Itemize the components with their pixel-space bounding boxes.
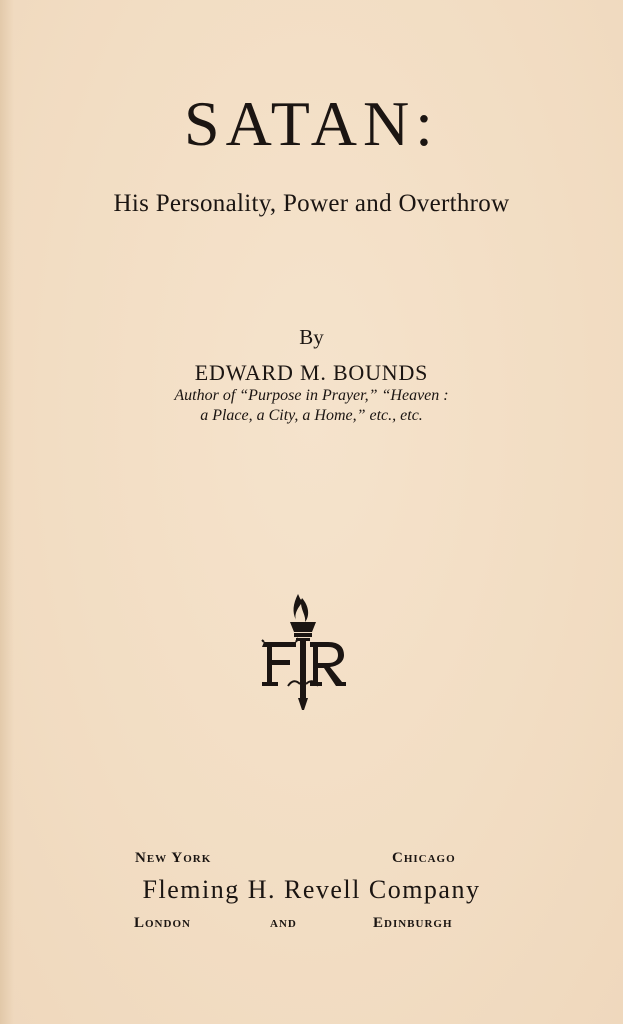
city-london: London — [134, 915, 191, 931]
author-credits-line-1: Author of “Purpose in Prayer,” “Heaven : — [174, 387, 449, 404]
city-edinburgh: Edinburgh — [373, 915, 453, 931]
author-credits — [0, 386, 623, 426]
imprint-and: and — [270, 915, 297, 931]
book-title: SATAN: — [184, 88, 439, 159]
book-subtitle: His Personality, Power and Overthrow — [113, 190, 510, 217]
publisher-name: Fleming H. Revell Company — [142, 875, 481, 904]
author-credits-line-2: a Place, a City, a Home,” etc., etc. — [200, 407, 423, 424]
fr-monogram-torch-icon — [258, 590, 348, 714]
city-new-york: New York — [135, 850, 212, 866]
by-label: By — [299, 325, 324, 349]
author-name: EDWARD M. BOUNDS — [194, 360, 429, 385]
city-chicago: Chicago — [392, 850, 456, 866]
